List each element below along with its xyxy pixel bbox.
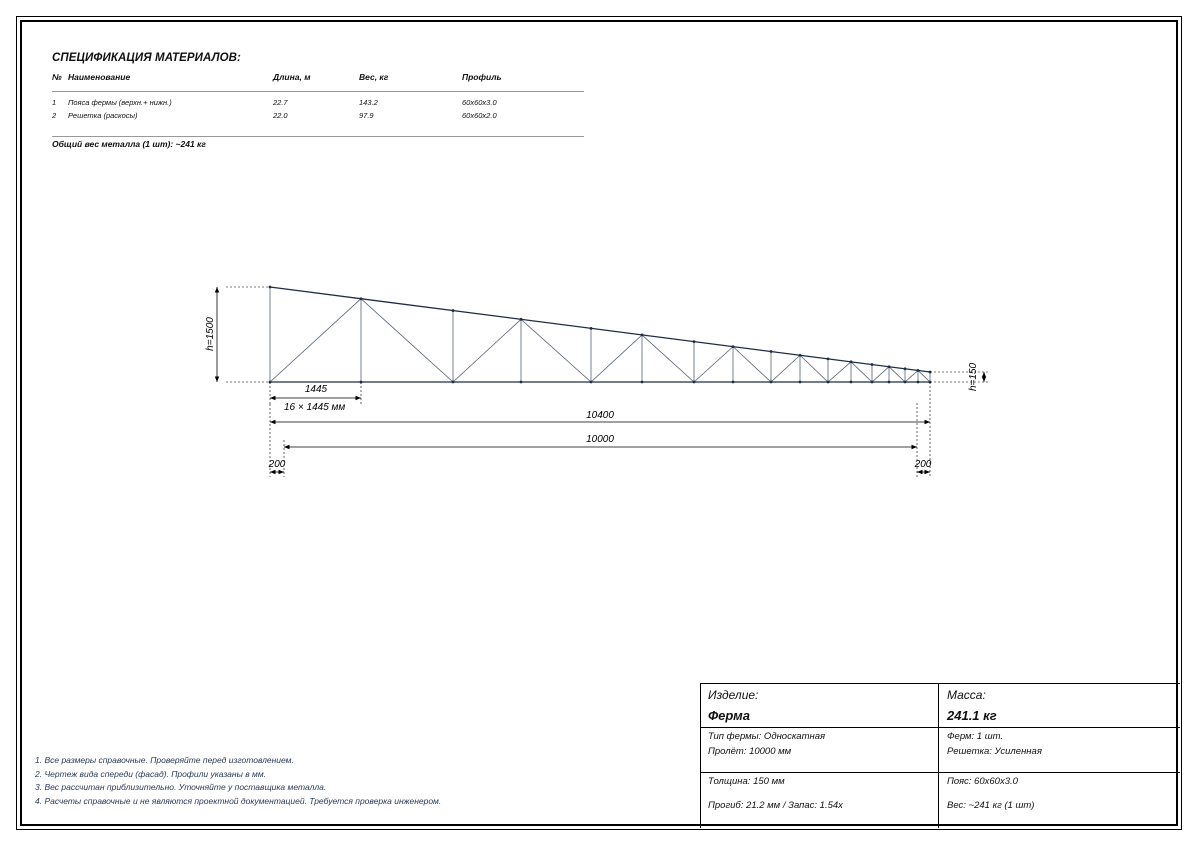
spec-cell-weight: 143.2 [359, 98, 378, 107]
truss-diagonal [361, 299, 453, 382]
tb-deflection: Прогиб: 21.2 мм / Запас: 1.54x [708, 800, 843, 811]
tb-border-left [700, 683, 701, 828]
truss-node [693, 381, 696, 384]
height-right-label: h=150 [968, 362, 979, 392]
truss-node [799, 381, 802, 384]
tb-divider-row1 [700, 727, 1180, 728]
tb-border-top [700, 683, 1180, 684]
truss-node [641, 381, 644, 384]
truss-diagonal [694, 347, 733, 382]
panel-count-label: 16 × 1445 мм [284, 402, 346, 413]
tb-divider-vertical [938, 683, 939, 828]
spec-cell-number: 2 [52, 111, 57, 120]
spec-cell-weight: 97.9 [359, 111, 374, 120]
tb-divider-row2 [700, 772, 1180, 773]
spec-header-number: № [52, 72, 62, 82]
truss-diagonal [800, 355, 828, 382]
spec-cell-profile: 60х60х3.0 [462, 98, 497, 107]
truss-node [452, 381, 455, 384]
spec-cell-profile: 60х60х2.0 [462, 111, 497, 120]
tb-mass-label: Масса: [947, 688, 986, 702]
truss-diagonal [872, 367, 889, 382]
truss-node [641, 334, 644, 337]
truss-members [270, 287, 930, 382]
support-left-label: 200 [268, 459, 286, 470]
truss-node [904, 367, 907, 370]
truss-diagonal [851, 362, 872, 382]
spec-cell-number: 1 [52, 98, 57, 107]
truss-node [770, 381, 773, 384]
truss-node [732, 381, 735, 384]
truss-node [520, 318, 523, 321]
span-length-label: 10000 [586, 434, 614, 445]
spec-cell-name: Пояса фермы (верхн.+ нижн.) [68, 98, 172, 107]
spec-cell-name: Решетка (раскосы) [68, 111, 138, 120]
truss-node [917, 369, 920, 372]
truss-node [452, 309, 455, 312]
support-right-label: 200 [914, 459, 932, 470]
tb-truss-type: Тип фермы: Односкатная [708, 731, 826, 742]
spec-total-weight: Общий вес металла (1 шт): ~241 кг [52, 139, 206, 149]
truss-node [888, 381, 891, 384]
spec-title: СПЕЦИФИКАЦИЯ МАТЕРИАЛОВ: [52, 52, 241, 64]
tb-chord: Пояс: 60х60х3.0 [947, 776, 1018, 787]
truss-node [732, 345, 735, 348]
tb-product-value: Ферма [708, 708, 750, 723]
truss-diagonal [733, 347, 771, 382]
truss-node [590, 381, 593, 384]
truss-node [770, 350, 773, 353]
truss-node [520, 381, 523, 384]
truss-diagonal [905, 370, 918, 382]
truss-diagonal [642, 335, 694, 382]
top-chord [270, 287, 930, 372]
truss-node [904, 381, 907, 384]
spec-cell-length: 22.7 [273, 98, 288, 107]
truss-diagonal [521, 319, 591, 382]
tb-thickness: Толщина: 150 мм [708, 776, 785, 787]
truss-diagonal [771, 355, 800, 382]
drawing-notes [35, 754, 441, 808]
spec-header-profile: Профиль [462, 72, 502, 82]
tb-count: Ферм: 1 шт. [947, 731, 1004, 742]
spec-header-length: Длина, м [273, 72, 311, 82]
truss-node [888, 365, 891, 368]
note-item: 1. Все размеры справочные. Проверяйте перед изготовлением. [35, 755, 294, 765]
overall-length-label: 10400 [586, 410, 614, 421]
note-item: 3. Вес рассчитан приблизительно. Уточняйте у поставщика металла. [35, 782, 327, 793]
height-left-label: h=1500 [205, 317, 216, 351]
truss-node [590, 327, 593, 330]
note-item: 4. Расчеты справочные и не являются проектной документацией. Требуется проверка инженером. [35, 795, 442, 806]
truss-node [871, 381, 874, 384]
tb-weight: Вес: ~241 кг (1 шт) [947, 800, 1035, 811]
title-block [700, 683, 1180, 828]
tb-product-label: Изделие: [708, 688, 759, 702]
spec-header-weight: Вес, кг [359, 72, 389, 82]
truss-diagonal [270, 299, 361, 382]
truss-node [871, 363, 874, 366]
truss-node [799, 354, 802, 357]
tb-span: Пролёт: 10000 мм [708, 746, 792, 757]
truss-node [827, 357, 830, 360]
panel-length-label: 1445 [304, 384, 328, 395]
truss-diagonal [828, 362, 851, 382]
truss-node [850, 381, 853, 384]
truss-node [917, 381, 920, 384]
truss-diagonal [453, 319, 521, 382]
truss-node [693, 340, 696, 343]
tb-mass-value: 241.1 кг [947, 708, 997, 723]
spec-cell-length: 22.0 [273, 111, 288, 120]
spec-header-name: Наименование [68, 72, 131, 82]
note-item: 2. Чертеж вида спереди (фасад). Профили указаны в мм. [35, 768, 267, 779]
tb-lattice: Решетка: Усиленная [947, 746, 1042, 757]
truss-node [827, 381, 830, 384]
truss-node [360, 297, 363, 300]
truss-node [850, 360, 853, 363]
truss-diagonal [591, 335, 642, 382]
